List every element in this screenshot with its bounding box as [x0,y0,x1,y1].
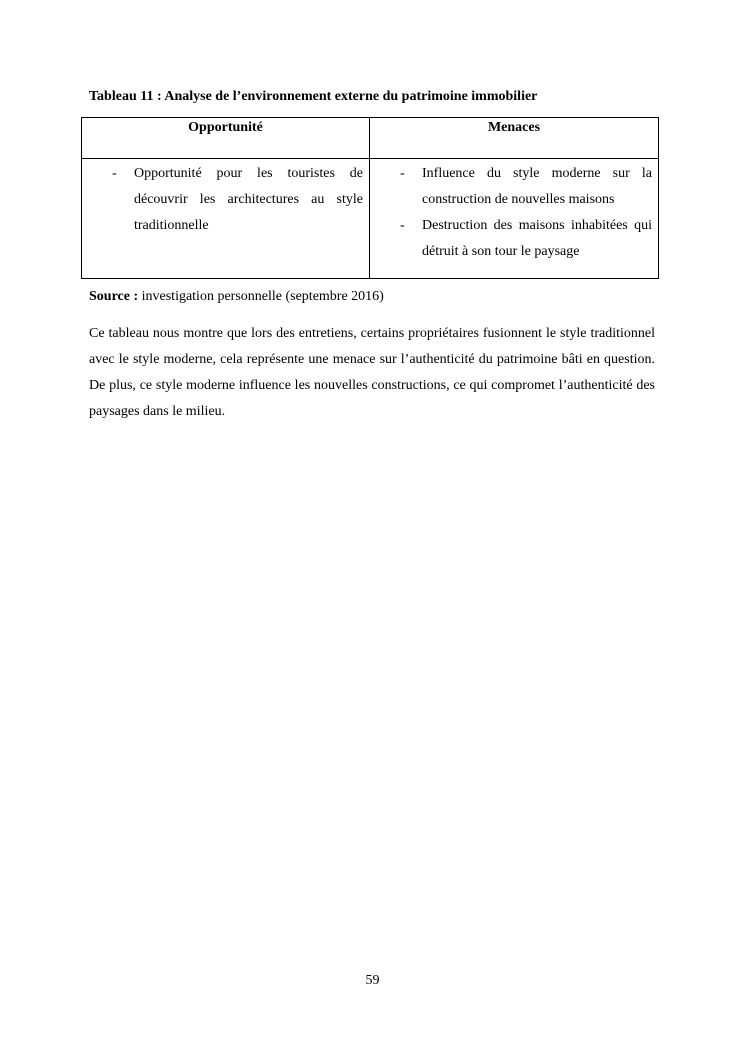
page-number: 59 [365,973,380,988]
header-opportunite: Opportunité [82,118,370,159]
table-row [82,159,659,279]
external-environment-table [81,117,659,279]
menaces-list [400,161,652,265]
menace-text: Destruction des maisons inhabitées qui détruit à son tour le paysage [422,218,652,259]
menace-text: Influence du style moderne sur la construction de nouvelles maisons [422,166,652,207]
list-item [400,161,652,213]
body-paragraph: Ce tableau nous montre que lors des entretiens, certains propriétaires fusionnent le style traditionnel avec le style moderne, cela représente une menace sur l’authenticité du patrimoine bâti en question. De plus, ce style moderne influence les nouvelles constructions, ce qui compromet l’authenticité des paysages dans le milieu. [89,326,655,419]
source-label: Source : [89,289,139,304]
header-menaces: Menaces [370,118,659,159]
opportunites-list [112,161,363,239]
bullet-dash: - [400,166,405,181]
source-line [89,289,384,305]
opportunites-cell [82,159,370,279]
menaces-cell [370,159,659,279]
table-header-row [82,118,659,159]
source-text: investigation personnelle (septembre 2016) [138,289,384,304]
bullet-dash: - [112,166,117,181]
bullet-dash: - [400,218,405,233]
table-caption: Tableau 11 : Analyse de l’environnement externe du patrimoine immobilier [89,89,538,104]
list-item [112,161,363,239]
list-item [400,213,652,265]
opportunite-text: Opportunité pour les touristes de découvrir les architectures au style traditionnelle [134,166,363,233]
